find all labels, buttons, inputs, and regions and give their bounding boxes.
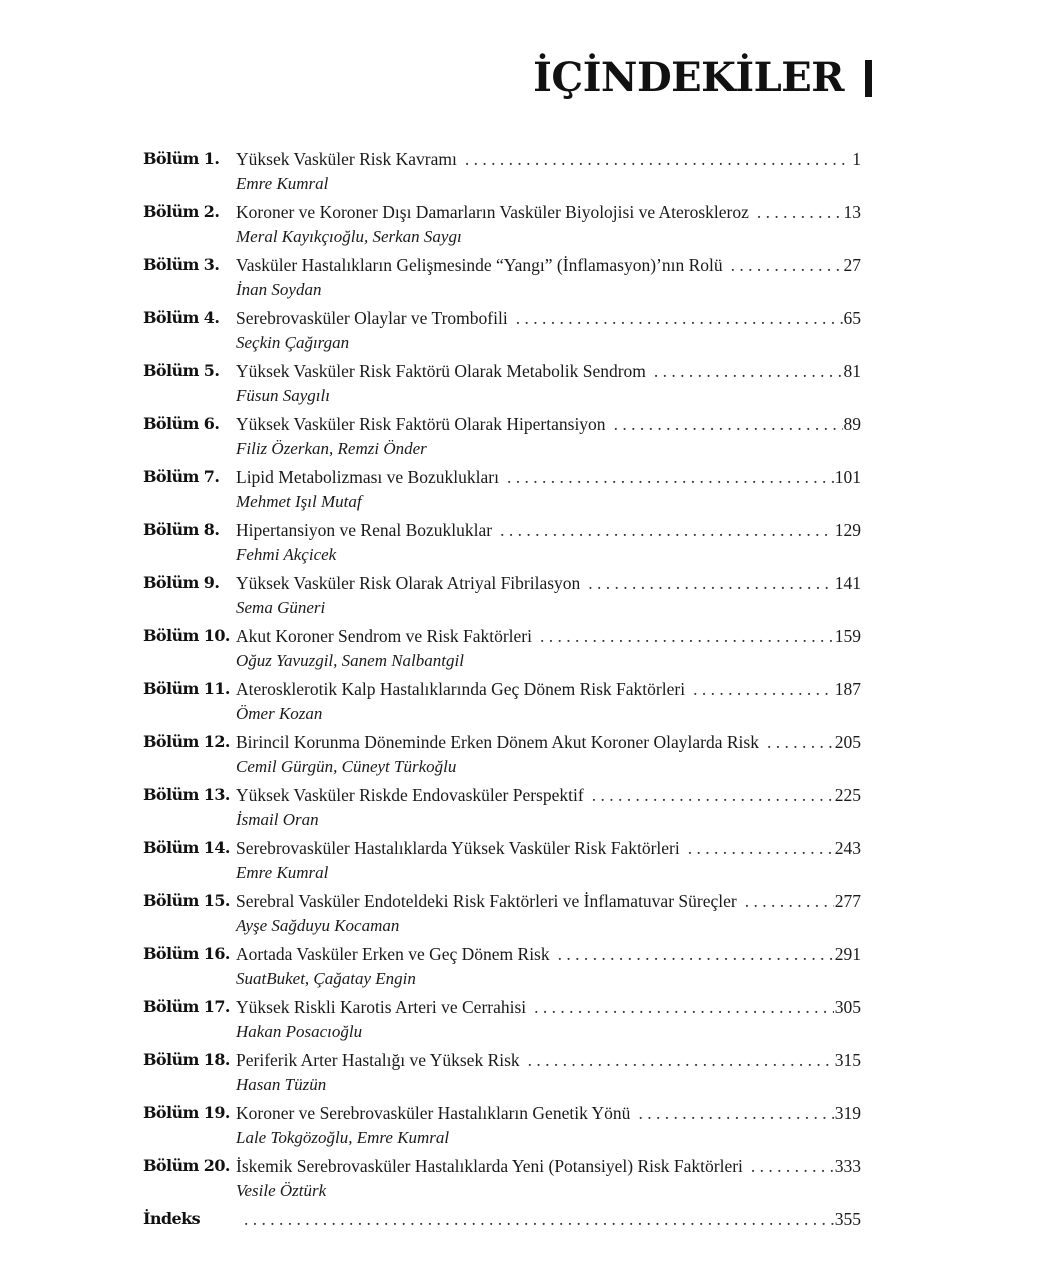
chapter-label: Bölüm 2. <box>143 202 220 221</box>
dot-leader <box>737 889 834 913</box>
chapter-title: Lipid Metabolizması ve Bozuklukları <box>236 467 499 487</box>
chapter-line <box>236 889 861 913</box>
page-title: İÇİNDEKİLER <box>533 54 844 101</box>
chapter-author: Filiz Özerkan, Remzi Önder <box>236 439 427 458</box>
chapter-label: Bölüm 4. <box>143 308 220 327</box>
chapter-page-number: 65 <box>843 308 861 328</box>
chapter-label: Bölüm 12. <box>143 732 230 751</box>
chapter-author: Fehmi Akçicek <box>236 545 337 564</box>
chapter-page-number: 187 <box>834 679 861 699</box>
dot-leader <box>759 730 834 754</box>
chapter-label: Bölüm 10. <box>143 626 230 645</box>
chapter-author: Meral Kayıkçıoğlu, Serkan Saygı <box>236 227 462 246</box>
chapter-title: Yüksek Riskli Karotis Arteri ve Cerrahisi <box>236 997 527 1017</box>
dot-leader <box>508 306 843 330</box>
chapter-line <box>236 836 861 860</box>
chapter-title: Serebrovasküler Hastalıklarda Yüksek Vasküler Risk Faktörleri <box>236 838 680 858</box>
chapter-title: Yüksek Vasküler Risk Faktörü Olarak Metabolik Sendrom <box>236 361 646 381</box>
chapter-title: Yüksek Vasküler Riskde Endovasküler Perspektif <box>236 785 584 805</box>
chapter-title: Koroner ve Koroner Dışı Damarların Vasküler Biyolojisi ve Ateroskleroz <box>236 202 749 222</box>
toc-entry[interactable] <box>0 940 1046 993</box>
chapter-title: Serebral Vasküler Endoteldeki Risk Faktörleri ve İnflamatuvar Süreçler <box>236 891 737 911</box>
dot-leader <box>520 1048 834 1072</box>
toc-entry[interactable] <box>0 198 1046 251</box>
toc-entry[interactable] <box>0 357 1046 410</box>
chapter-page-number: 1 <box>852 149 861 169</box>
chapter-line <box>236 1101 861 1125</box>
chapter-page-number: 205 <box>834 732 861 752</box>
chapter-page-number: 243 <box>834 838 861 858</box>
chapter-title: Birincil Korunma Döneminde Erken Dönem Akut Koroner Olaylarda Risk <box>236 732 759 752</box>
toc-entry[interactable] <box>0 251 1046 304</box>
dot-leader <box>499 465 834 489</box>
chapter-line <box>236 1048 861 1072</box>
dot-leader <box>606 412 843 436</box>
toc-entry[interactable] <box>0 1152 1046 1205</box>
index-entry[interactable] <box>0 1205 1046 1245</box>
chapter-author: Vesile Öztürk <box>236 1181 327 1200</box>
chapter-label: Bölüm 19. <box>143 1103 230 1122</box>
chapter-label: Bölüm 7. <box>143 467 220 486</box>
chapter-title: Aterosklerotik Kalp Hastalıklarında Geç Dönem Risk Faktörleri <box>236 679 686 699</box>
chapter-author: Emre Kumral <box>236 174 329 193</box>
dot-leader <box>457 147 851 171</box>
toc-entry[interactable] <box>0 622 1046 675</box>
chapter-line <box>236 995 861 1019</box>
dot-leader <box>584 783 834 807</box>
chapter-author: Seçkin Çağırgan <box>236 333 350 352</box>
chapter-label: Bölüm 6. <box>143 414 220 433</box>
dot-leader <box>580 571 833 595</box>
dot-leader <box>550 942 834 966</box>
index-line <box>236 1207 861 1231</box>
dot-leader <box>526 995 834 1019</box>
chapter-label: Bölüm 13. <box>143 785 230 804</box>
index-page-number: 355 <box>834 1209 861 1229</box>
chapter-author: Ömer Kozan <box>236 704 323 723</box>
chapter-author: İsmail Oran <box>236 810 319 829</box>
chapter-page-number: 81 <box>843 361 861 381</box>
chapter-line <box>236 783 861 807</box>
chapter-page-number: 277 <box>834 891 861 911</box>
index-label: İndeks <box>143 1209 200 1228</box>
dot-leader <box>532 624 834 648</box>
chapter-title: Yüksek Vasküler Risk Olarak Atriyal Fibrilasyon <box>236 573 581 593</box>
chapter-page-number: 315 <box>834 1050 861 1070</box>
chapter-label: Bölüm 15. <box>143 891 230 910</box>
chapter-list <box>0 145 1046 1205</box>
chapter-title: Aortada Vasküler Erken ve Geç Dönem Risk <box>236 944 550 964</box>
toc-entry[interactable] <box>0 993 1046 1046</box>
chapter-line <box>236 359 861 383</box>
chapter-author: Füsun Saygılı <box>236 386 330 405</box>
dot-leader <box>492 518 834 542</box>
chapter-author: SuatBuket, Çağatay Engin <box>236 969 416 988</box>
chapter-label: Bölüm 5. <box>143 361 220 380</box>
dot-leader <box>630 1101 833 1125</box>
chapter-label: Bölüm 9. <box>143 573 220 592</box>
chapter-label: Bölüm 1. <box>143 149 220 168</box>
chapter-label: Bölüm 16. <box>143 944 230 963</box>
chapter-author: Mehmet Işıl Mutaf <box>236 492 362 511</box>
chapter-page-number: 141 <box>834 573 861 593</box>
chapter-page-number: 225 <box>834 785 861 805</box>
chapter-line <box>236 1154 861 1178</box>
chapter-line <box>236 624 861 648</box>
toc-entry[interactable] <box>0 1099 1046 1152</box>
chapter-page-number: 159 <box>834 626 861 646</box>
toc-entry[interactable] <box>0 675 1046 728</box>
dot-leader <box>680 836 834 860</box>
chapter-title: Yüksek Vasküler Risk Kavramı <box>236 149 457 169</box>
chapter-page-number: 305 <box>834 997 861 1017</box>
dot-leader <box>646 359 843 383</box>
toc-entry[interactable] <box>0 145 1046 198</box>
toc-entry[interactable] <box>0 569 1046 622</box>
chapter-author: Sema Güneri <box>236 598 326 617</box>
chapter-title: Vasküler Hastalıkların Gelişmesinde “Yangı” (İnflamasyon)’nın Rolü <box>236 255 723 275</box>
chapter-page-number: 13 <box>843 202 861 222</box>
dot-leader <box>743 1154 834 1178</box>
chapter-title: Koroner ve Serebrovasküler Hastalıkların Genetik Yönü <box>236 1103 631 1123</box>
chapter-title: Akut Koroner Sendrom ve Risk Faktörleri <box>236 626 532 646</box>
chapter-line <box>236 200 861 224</box>
toc-entry[interactable] <box>0 516 1046 569</box>
chapter-page-number: 27 <box>843 255 861 275</box>
chapter-title: Serebrovasküler Olaylar ve Trombofili <box>236 308 508 328</box>
chapter-line <box>236 306 861 330</box>
toc-entry[interactable] <box>0 887 1046 940</box>
chapter-label: Bölüm 17. <box>143 997 230 1016</box>
chapter-page-number: 291 <box>834 944 861 964</box>
chapter-author: Cemil Gürgün, Cüneyt Türkoğlu <box>236 757 457 776</box>
chapter-line <box>236 942 861 966</box>
chapter-label: Bölüm 8. <box>143 520 220 539</box>
chapter-author: Lale Tokgözoğlu, Emre Kumral <box>236 1128 450 1147</box>
chapter-title: Hipertansiyon ve Renal Bozukluklar <box>236 520 493 540</box>
chapter-title: İskemik Serebrovasküler Hastalıklarda Yeni (Potansiyel) Risk Faktörleri <box>236 1156 743 1176</box>
dot-leader <box>685 677 834 701</box>
chapter-author: Ayşe Sağduyu Kocaman <box>236 916 400 935</box>
toc-entry[interactable] <box>0 728 1046 781</box>
toc-entry[interactable] <box>0 781 1046 834</box>
chapter-line <box>236 465 861 489</box>
chapter-title: Periferik Arter Hastalığı ve Yüksek Risk <box>236 1050 520 1070</box>
chapter-line <box>236 518 861 542</box>
chapter-line <box>236 730 861 754</box>
dot-leader <box>749 200 843 224</box>
chapter-label: Bölüm 11. <box>143 679 230 698</box>
chapter-label: Bölüm 14. <box>143 838 230 857</box>
chapter-author: Oğuz Yavuzgil, Sanem Nalbantgil <box>236 651 464 670</box>
chapter-page-number: 333 <box>834 1156 861 1176</box>
chapter-page-number: 101 <box>834 467 861 487</box>
chapter-line <box>236 677 861 701</box>
chapter-label: Bölüm 18. <box>143 1050 230 1069</box>
chapter-page-number: 89 <box>843 414 861 434</box>
title-decorative-bar <box>865 60 872 97</box>
toc-entry[interactable] <box>0 410 1046 463</box>
dot-leader <box>236 1207 834 1231</box>
chapter-line <box>236 412 861 436</box>
toc-entry[interactable] <box>0 463 1046 516</box>
chapter-author: Hasan Tüzün <box>236 1075 327 1094</box>
chapter-page-number: 129 <box>834 520 861 540</box>
toc-entry[interactable] <box>0 1046 1046 1099</box>
chapter-author: İnan Soydan <box>236 280 322 299</box>
chapter-author: Hakan Posacıoğlu <box>236 1022 363 1041</box>
chapter-label: Bölüm 20. <box>143 1156 230 1175</box>
chapter-title: Yüksek Vasküler Risk Faktörü Olarak Hipertansiyon <box>236 414 606 434</box>
toc-entry[interactable] <box>0 834 1046 887</box>
chapter-author: Emre Kumral <box>236 863 329 882</box>
toc-entry[interactable] <box>0 304 1046 357</box>
chapter-line <box>236 147 861 171</box>
chapter-line <box>236 253 861 277</box>
dot-leader <box>723 253 843 277</box>
chapter-label: Bölüm 3. <box>143 255 220 274</box>
table-of-contents <box>0 145 1046 1245</box>
chapter-line <box>236 571 861 595</box>
chapter-page-number: 319 <box>834 1103 861 1123</box>
